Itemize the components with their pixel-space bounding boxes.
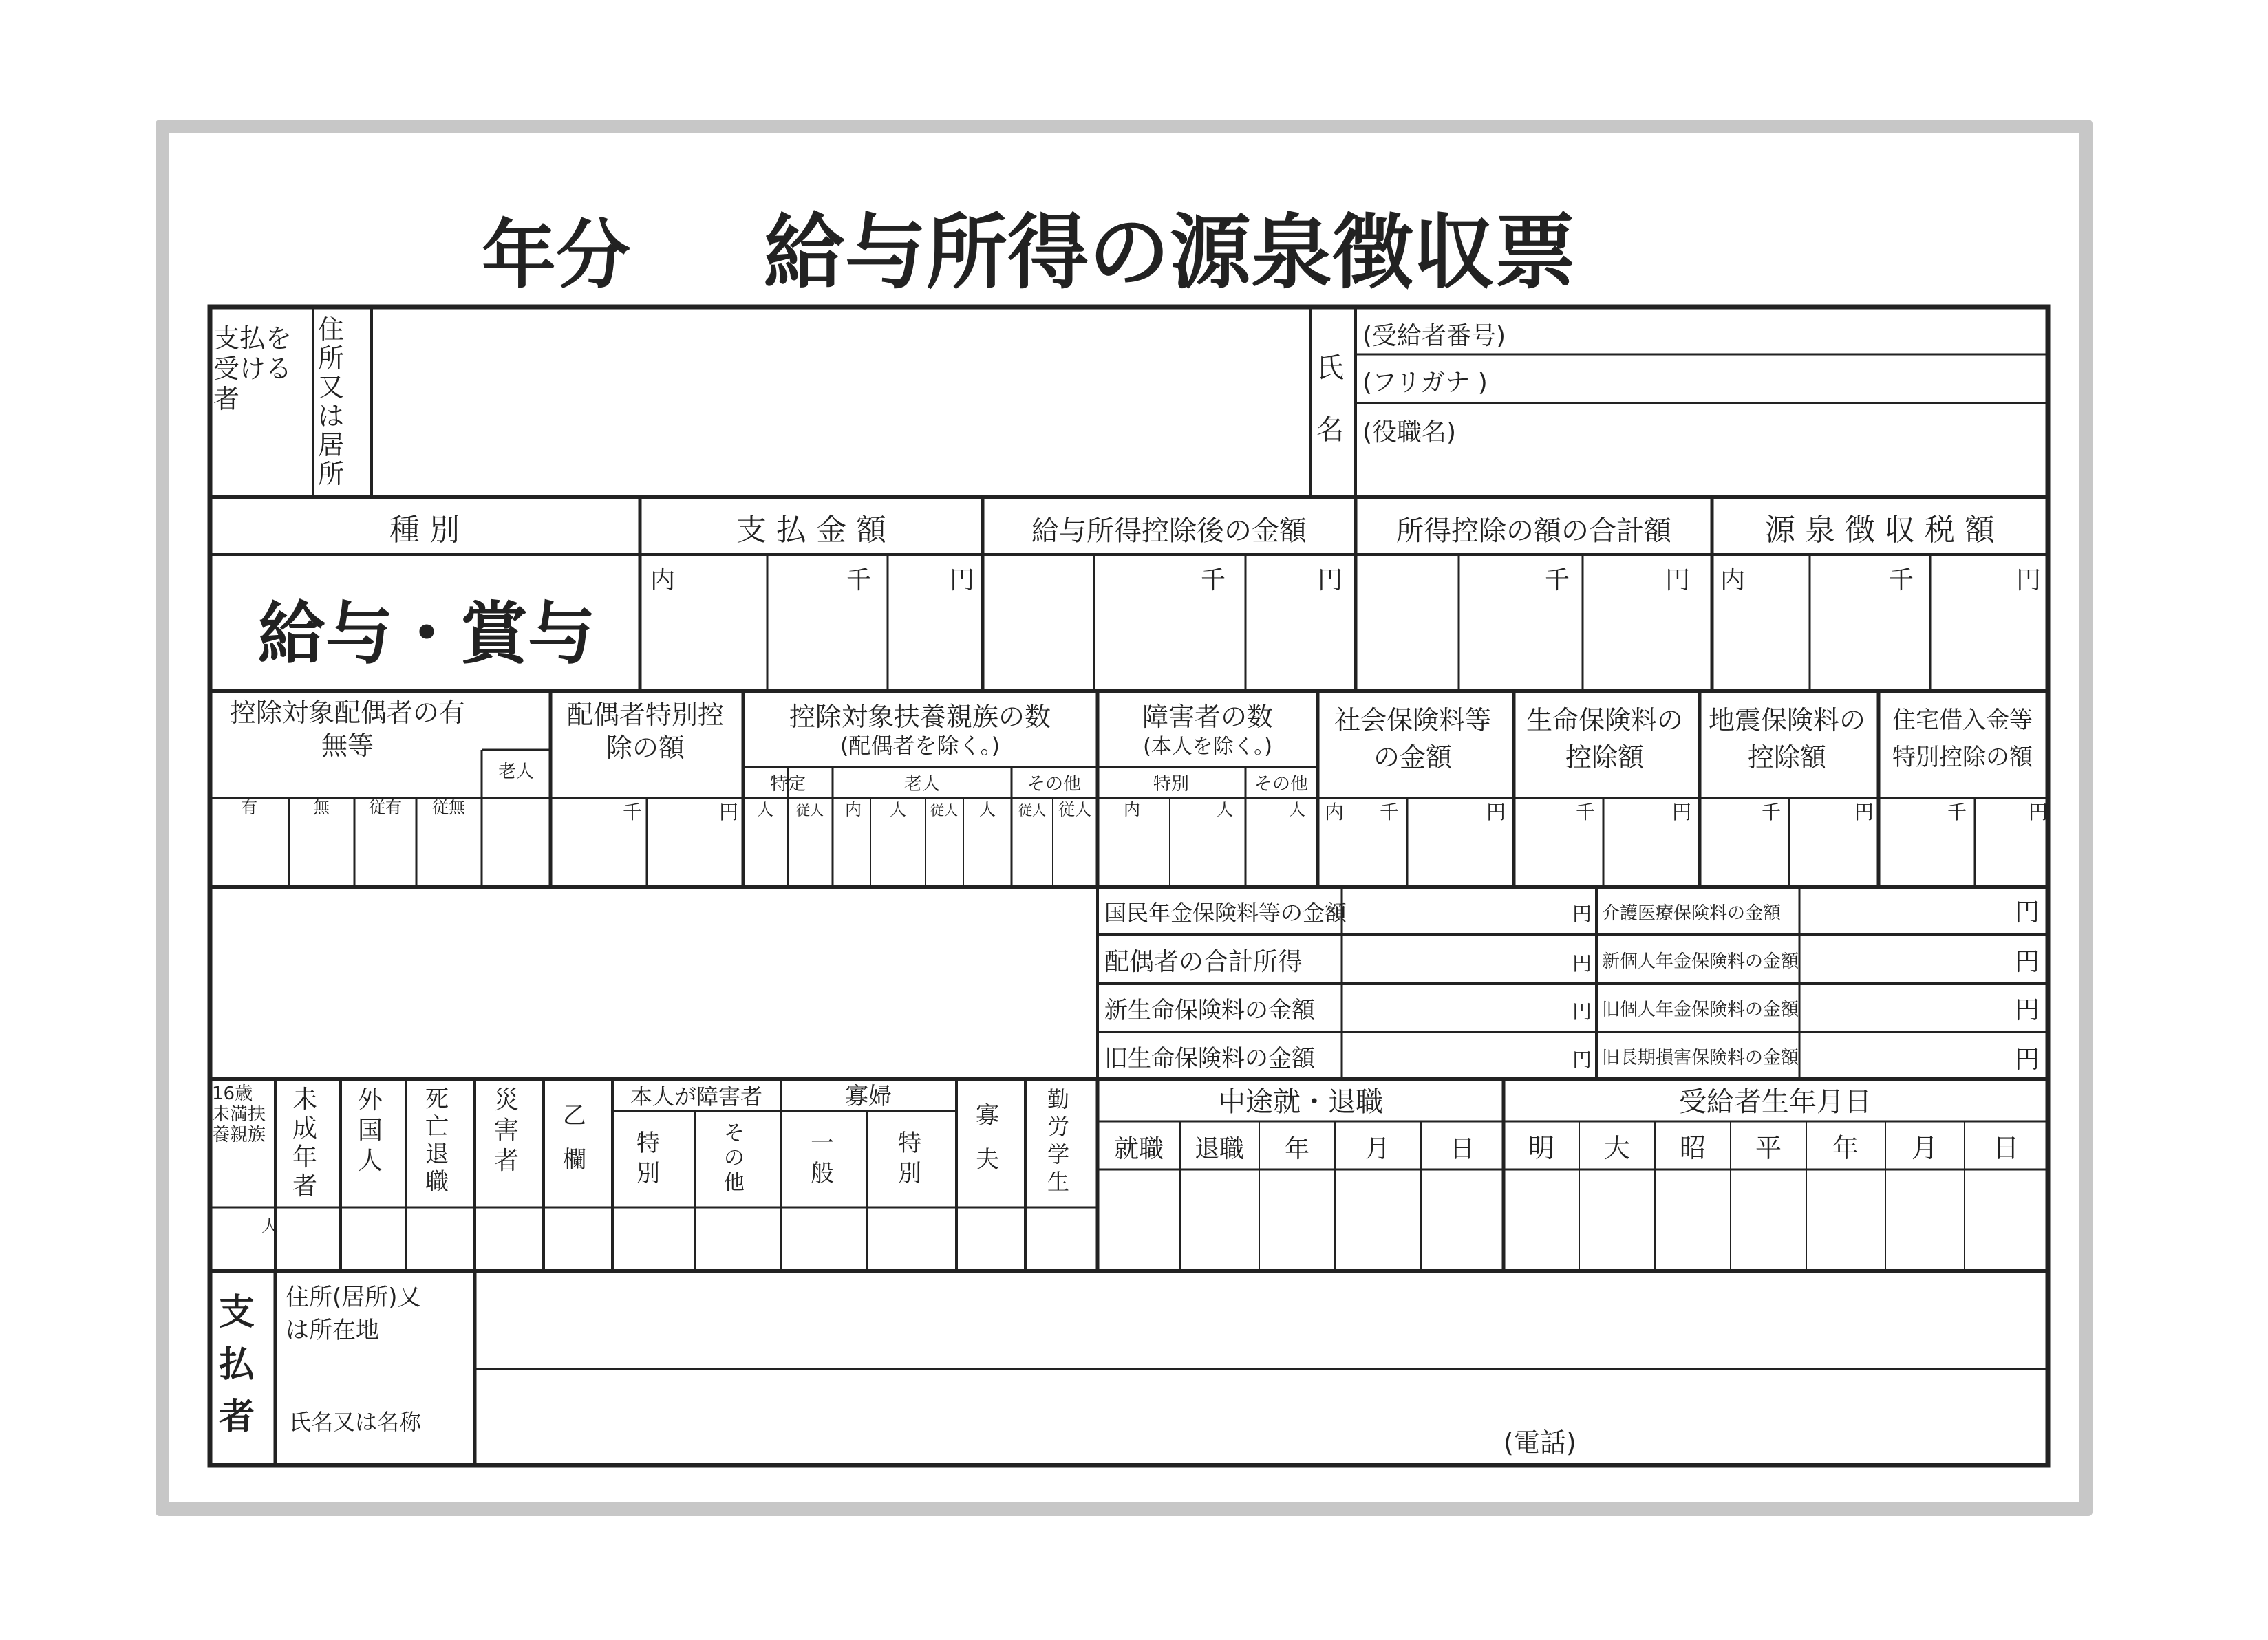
old-pension-label: 旧個人年金保険料の金額 — [1602, 1000, 1799, 1020]
kind-value: 給与・賞与 — [258, 595, 596, 673]
disabled-other-nin: 人 — [1289, 800, 1305, 819]
birth-col-day: 日 — [1992, 1133, 2020, 1163]
care-medical-en: 円 — [2015, 898, 2040, 927]
minor-cell — [292, 1086, 327, 1206]
social-insurance-cell — [1323, 702, 1510, 784]
foreigner-cell — [358, 1086, 392, 1206]
payment-uchi: 内 — [650, 566, 676, 594]
old-long-term-en: 円 — [2015, 1046, 2040, 1074]
kind-header: 種 別 — [389, 512, 460, 548]
self-disabled-special-label: 特別 — [636, 1130, 660, 1187]
recipient-label: 支払を受ける者 — [213, 323, 292, 414]
birth-col-month: 月 — [1911, 1133, 1938, 1163]
spouse-deduction-cell — [220, 696, 495, 765]
widow-general-label: 一般 — [811, 1130, 834, 1187]
dep-other-jun: 従人 — [1018, 802, 1046, 819]
birth-col-taisho: 大 — [1603, 1133, 1631, 1163]
dep-elder-uchi: 内 — [845, 800, 862, 819]
dependents-col-other: その他 — [1027, 774, 1082, 795]
old-life-label: 旧生命保険料の金額 — [1104, 1045, 1315, 1072]
spouse-col-dep-no: 従無 — [432, 798, 465, 817]
dep-specific-nin: 人 — [757, 800, 773, 819]
social-en: 円 — [1486, 801, 1506, 823]
disabled-sub-label: (本人を除く。) — [1143, 735, 1272, 759]
payer-phone-label: (電話) — [1504, 1427, 1576, 1458]
spouse-col-yes: 有 — [241, 798, 257, 817]
after-deduction-sen: 千 — [1201, 566, 1226, 594]
disabled-uchi: 内 — [1124, 800, 1140, 819]
birth-col-showa: 昭 — [1679, 1133, 1707, 1163]
form-grid — [210, 307, 2048, 1465]
old-pension-en: 円 — [2015, 996, 2040, 1024]
spouse-special-sen: 千 — [623, 801, 643, 823]
spouse-special-cell — [556, 698, 740, 767]
payer-address-label-cell — [286, 1281, 471, 1363]
social-insurance-label: 社会保険料等の金額 — [1334, 705, 1491, 773]
disabled-label: 障害者の数 — [1142, 702, 1274, 732]
dependents-col-elder: 老人 — [903, 774, 941, 795]
total-deductions-header: 所得控除の額の合計額 — [1396, 515, 1671, 547]
payer-label-cell — [219, 1286, 267, 1452]
payer-label: 支払者 — [219, 1292, 255, 1438]
mid-col-month: 月 — [1365, 1135, 1391, 1163]
housing-sen: 千 — [1947, 801, 1967, 823]
withholding-sen: 千 — [1889, 566, 1914, 594]
housing-loan-cell — [1882, 702, 2046, 784]
spouse-income-label: 配偶者の合計所得 — [1104, 948, 1303, 976]
total-deductions-en: 円 — [1665, 566, 1691, 594]
new-pension-label: 新個人年金保険料の金額 — [1602, 951, 1799, 972]
self-disabled-special-cell — [636, 1128, 671, 1204]
dependents-label: 控除対象扶養親族の数 — [789, 702, 1051, 732]
housing-loan-label: 住宅借入金等特別控除の額 — [1892, 706, 2033, 771]
withholding-uchi: 内 — [1720, 566, 1746, 594]
mid-col-hired: 就職 — [1113, 1135, 1164, 1163]
dep-specific-jun: 従人 — [796, 802, 824, 819]
birth-col-heisei: 平 — [1755, 1133, 1782, 1163]
form-title: 給与所得の源泉徴収票 — [764, 205, 1576, 300]
social-sen: 千 — [1380, 801, 1400, 823]
withholding-en: 円 — [2016, 566, 2042, 594]
life-insurance-cell — [1519, 702, 1696, 784]
life-sen: 千 — [1576, 801, 1596, 823]
birth-col-meiji: 明 — [1528, 1133, 1555, 1163]
mid-col-retired: 退職 — [1194, 1135, 1245, 1163]
earthquake-en: 円 — [1854, 801, 1874, 823]
payer-name-label: 氏名又は名称 — [289, 1409, 422, 1435]
total-deductions-sen: 千 — [1545, 566, 1570, 594]
old-life-en: 円 — [1572, 1048, 1592, 1071]
dependents-col-specific: 特定 — [769, 774, 806, 795]
working-student-label: 勤労学生 — [1047, 1086, 1070, 1195]
otsu-label: 乙欄 — [563, 1102, 586, 1174]
disaster-cell — [494, 1086, 528, 1206]
social-uchi: 内 — [1325, 801, 1345, 823]
spouse-income-en: 円 — [1572, 952, 1592, 975]
minor-label: 未成年者 — [292, 1086, 318, 1200]
payment-en: 円 — [950, 566, 975, 594]
widow-label: 寡婦 — [845, 1083, 892, 1110]
spouse-col-dep-yes: 従有 — [369, 798, 402, 817]
dep-elder-jun: 従人 — [930, 802, 958, 819]
withholding-tax-header: 源 泉 徴 収 税 額 — [1765, 512, 1995, 548]
dep-other-nin: 人 — [979, 800, 996, 819]
mid-col-year: 年 — [1284, 1135, 1310, 1163]
payment-header: 支 払 金 額 — [736, 512, 886, 548]
recipient-label-cell — [213, 323, 310, 488]
care-medical-label: 介護医療保険料の金額 — [1602, 903, 1782, 924]
dep-other-jun-2: 従人 — [1058, 800, 1091, 819]
birth-label: 受給者生年月日 — [1679, 1086, 1872, 1118]
working-student-cell — [1047, 1086, 1082, 1206]
national-pension-en: 円 — [1572, 903, 1592, 925]
self-disabled-other-cell — [724, 1121, 758, 1204]
under16-cell — [212, 1083, 274, 1207]
position-label: (役職名) — [1362, 418, 1457, 446]
dep-elder-nin: 人 — [890, 800, 906, 819]
after-deduction-en: 円 — [1318, 566, 1343, 594]
under16-label: 16歳未満扶養親族 — [212, 1083, 266, 1145]
birth-col-year: 年 — [1832, 1133, 1859, 1163]
widow-special-label: 特別 — [898, 1130, 921, 1187]
under16-nin: 人 — [261, 1216, 278, 1236]
spouse-special-en: 円 — [719, 801, 739, 823]
national-pension-label: 国民年金保険料等の金額 — [1104, 900, 1347, 926]
payment-sen: 千 — [846, 566, 872, 594]
life-insurance-label: 生命保険料の控除額 — [1526, 705, 1683, 773]
earthquake-sen: 千 — [1762, 801, 1782, 823]
address-label-cell — [318, 315, 369, 495]
old-long-term-label: 旧長期損害保険料の金額 — [1602, 1048, 1799, 1068]
spouse-col-no: 無 — [313, 798, 330, 817]
disabled-special-nin: 人 — [1217, 800, 1233, 819]
widower-label: 寡夫 — [976, 1102, 999, 1174]
spouse-deduction-label: 控除対象配偶者の有無等 — [229, 698, 465, 761]
address-label: 住所又は居所 — [318, 315, 345, 489]
new-life-en: 円 — [1572, 1000, 1592, 1023]
payer-address-label: 住所(居所)又は所在地 — [286, 1284, 421, 1344]
name-label-cell — [1316, 337, 1352, 461]
self-disabled-label: 本人が障害者 — [630, 1083, 763, 1110]
widower-cell — [976, 1094, 1010, 1197]
title-year-prefix: 年分 — [482, 213, 631, 299]
new-life-label: 新生命保険料の金額 — [1104, 997, 1315, 1024]
self-disabled-other-label: その他 — [724, 1121, 745, 1195]
otsu-cell — [563, 1094, 597, 1197]
widow-general-cell — [811, 1128, 845, 1204]
housing-en: 円 — [2029, 801, 2048, 823]
recipient-number-label: (受給者番号) — [1362, 322, 1506, 350]
mid-year-label: 中途就・退職 — [1218, 1086, 1383, 1118]
mid-col-day: 日 — [1449, 1135, 1475, 1163]
widow-special-cell — [898, 1128, 932, 1204]
death-retire-cell — [425, 1086, 460, 1206]
name-label: 氏名 — [1316, 352, 1344, 446]
foreigner-label: 外国人 — [358, 1086, 383, 1175]
death-retire-label: 死亡退職 — [425, 1086, 449, 1196]
dependents-sub-label: (配偶者を除く。) — [839, 733, 1001, 759]
new-pension-en: 円 — [2015, 948, 2040, 976]
spouse-elder-label: 老人 — [498, 762, 535, 782]
earthquake-insurance-label: 地震保険料の控除額 — [1708, 705, 1865, 773]
life-en: 円 — [1672, 801, 1692, 823]
disaster-label: 災害者 — [494, 1086, 520, 1175]
disabled-col-special: 特別 — [1153, 774, 1190, 795]
spouse-special-label: 配偶者特別控除の額 — [566, 700, 724, 763]
after-deduction-header: 給与所得控除後の金額 — [1031, 515, 1307, 547]
furigana-label: (フリガナ ) — [1362, 369, 1488, 397]
disabled-col-other: その他 — [1254, 774, 1309, 795]
earthquake-insurance-cell — [1704, 702, 1875, 784]
